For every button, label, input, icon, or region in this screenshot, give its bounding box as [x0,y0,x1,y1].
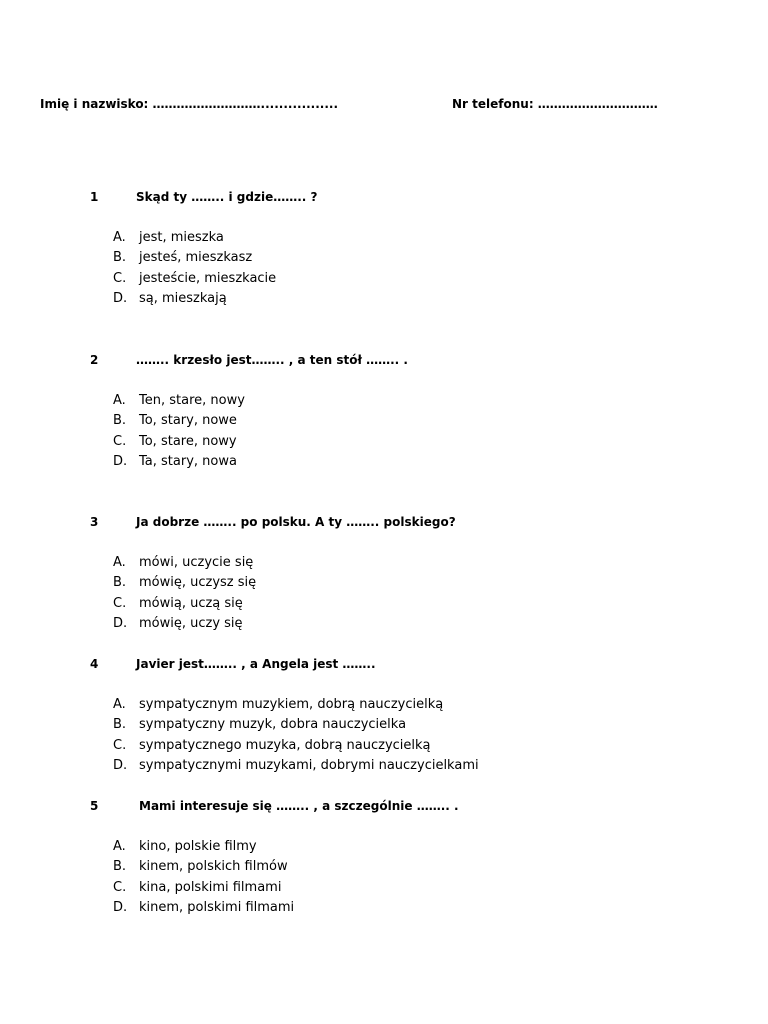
answer-options [0,230,768,311]
option-letter: B. [113,575,127,591]
answer-option-b [0,717,768,737]
question-number: 3 [90,515,99,529]
question-3 [0,514,768,654]
option-text: Ten, stare, nowy [139,393,245,408]
question-number: 2 [90,353,99,367]
option-letter: B. [113,859,127,875]
option-text: sympatyczny muzyk, dobra nauczycielka [139,717,407,733]
option-text: jest, mieszka [139,230,224,245]
option-text: Ta, stary, nowa [139,453,237,469]
option-text: mówię, uczysz się [139,575,257,591]
answer-option-c [0,434,768,454]
option-letter: C. [113,595,127,611]
option-text: kina, polskimi filmami [139,879,282,895]
option-text: To, stary, nowe [139,413,237,429]
option-text: sympatycznymi muzykami, dobrymi nauczycielkami [139,757,479,773]
option-letter: A. [113,697,126,712]
option-text: sympatycznego muzyka, dobrą nauczycielką [139,737,431,753]
question-title [0,189,768,205]
question-title [0,656,768,672]
option-letter: C. [113,270,127,286]
question-number: 4 [90,657,99,671]
question-text: …….. krzesło jest…….. , a ten stół …….. . [136,353,408,367]
answer-options [0,393,768,474]
option-letter: A. [113,839,126,854]
option-text: są, mieszkają [139,290,227,306]
question-5 [0,798,768,938]
option-text: jesteście, mieszkacie [139,270,277,286]
question-text: Skąd ty …….. i gdzie…….. ? [136,190,318,204]
option-letter: B. [113,413,127,429]
question-number: 1 [90,190,99,204]
option-text: mówię, uczy się [139,615,243,631]
answer-option-d [0,900,768,920]
option-letter: C. [113,433,127,449]
option-text: To, stare, nowy [139,433,237,449]
answer-option-d [0,758,768,778]
answer-option-c [0,271,768,291]
answer-option-b [0,575,768,595]
answer-option-d [0,291,768,311]
answer-option-a [0,697,768,717]
answer-options [0,839,768,920]
option-letter: C. [113,737,127,753]
question-title [0,798,768,814]
answer-option-d [0,454,768,474]
question-text: Ja dobrze …….. po polsku. A ty …….. polskiego? [136,515,456,529]
option-letter: A. [113,393,126,408]
option-text: jesteś, mieszkasz [139,250,253,266]
answer-option-b [0,250,768,270]
option-text: mówią, uczą się [139,595,243,611]
option-letter: D. [113,453,128,469]
option-text: kino, polskie filmy [139,839,257,854]
option-letter: B. [113,250,127,266]
answer-option-a [0,555,768,575]
option-letter: D. [113,899,128,915]
question-title [0,352,768,368]
option-letter: C. [113,879,127,895]
option-letter: D. [113,615,128,631]
option-text: sympatycznym muzykiem, dobrą nauczycielką [139,697,444,712]
answer-option-c [0,738,768,758]
option-letter: D. [113,290,128,306]
answer-option-c [0,880,768,900]
question-4 [0,656,768,796]
answer-option-c [0,596,768,616]
answer-option-b [0,859,768,879]
phone-field-label: Nr telefonu: ………………………… [452,97,658,111]
option-text: mówi, uczycie się [139,555,254,570]
answer-options [0,697,768,778]
option-letter: A. [113,230,126,245]
name-field-label: Imię i nazwisko: ………………………................. [40,97,339,111]
question-1 [0,189,768,329]
answer-option-a [0,230,768,250]
option-letter: D. [113,757,128,773]
answer-option-d [0,616,768,636]
answer-option-b [0,413,768,433]
option-letter: B. [113,717,127,733]
question-text: Javier jest…….. , a Angela jest …….. [136,657,376,671]
option-letter: A. [113,555,126,570]
answer-option-a [0,393,768,413]
question-number: 5 [90,799,99,813]
answer-options [0,555,768,636]
question-title [0,514,768,530]
option-text: kinem, polskich filmów [139,859,288,875]
option-text: kinem, polskimi filmami [139,899,295,915]
question-2 [0,352,768,492]
question-text: Mami interesuje się …….. , a szczególnie …….. . [139,799,459,813]
answer-option-a [0,839,768,859]
